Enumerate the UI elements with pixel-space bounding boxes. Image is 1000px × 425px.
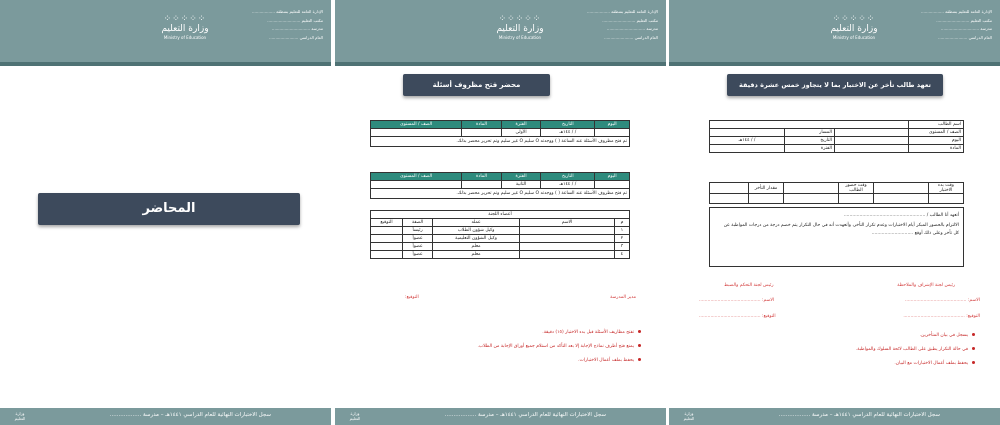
table-row: ٢ وكيل الشؤون التعليمية عضواً: [371, 235, 630, 243]
committee-title-row: أعضاء اللجنة: [371, 211, 630, 219]
table-note-row: تم فتح مظروف الأسئلة عند الساعة ( ) ووجدته O سليم O غير سليم وتم تحرير محضر بذلك.: [371, 137, 630, 147]
pledge-body: الالتزام بالحضور المبكر أيام الاختبارات وعدم تكرار التأخر، وأتعهدت أنه في حال التكرار يتم خصم درجة من درجات المواظبة عن كل تأخر وعلى ذلك أوقع .............................: [723, 223, 959, 236]
table-row: الصف / المستوى المسار: [710, 129, 964, 137]
page-cover-minutes: [0, 0, 331, 425]
page-late-student-pledge: [669, 0, 1000, 425]
ministry-name-en: Ministry of Education: [832, 35, 876, 40]
bullet-icon: [972, 361, 975, 364]
logo-mark-icon: ⁘⁘⁘⁘⁘: [832, 14, 876, 24]
footer-text: سجل الاختبارات النهائية للعام الدراسي ١٤٤١هـ – مدرسة ..................: [444, 412, 606, 418]
header-info: الإدارة العامة للتعليم بمنطقة .................. مكتب التعليم .......................... مدرسة .............................. العام الدراسي .......................: [920, 9, 992, 40]
footer-logo: وزارة التعليم: [14, 411, 26, 421]
sign-field-left: التوقيع: ...........................................: [699, 314, 776, 319]
logo-mark-icon: ⁘⁘⁘⁘⁘: [163, 14, 207, 24]
lateness-time-table: [709, 182, 964, 204]
header-info: الإدارة العامة للتعليم بمنطقة .................. مكتب التعليم .......................... مدرسة .............................. العام الدراسي .......................: [586, 9, 658, 40]
table-header-row: م الاسم عمله الصفة التوقيع: [371, 219, 630, 227]
ministry-name-ar: وزارة التعليم: [496, 24, 544, 34]
footer-text: سجل الاختبارات النهائية للعام الدراسي ١٤٤١هـ – مدرسة ..................: [778, 412, 940, 418]
session-table-1: [370, 120, 630, 147]
ministry-name-ar: وزارة التعليم: [830, 24, 878, 34]
table-row: ٣ معلم عضواً: [371, 243, 630, 251]
list-item: يحفظ بملف أعمال الاختبارات.: [578, 358, 641, 363]
table-header-row: اليوم التاريخ الفترة المادة الصف / المستوى: [371, 173, 630, 181]
table-row: وقت بدء الاختبار وقت حضور الطالب مقدار التأخر: [710, 183, 964, 194]
table-row: ١ وكيل شؤون الطلاب رئيساً: [371, 227, 630, 235]
page-title-banner: محضر فتح مظروف أسئلة: [403, 74, 550, 96]
table-row: [710, 194, 964, 204]
table-header-row: اليوم التاريخ الفترة المادة الصف / المستوى: [371, 121, 630, 129]
footer-text: سجل الاختبارات النهائية للعام الدراسي ١٤٤١هـ – مدرسة ..................: [109, 412, 271, 418]
header-divider: [0, 62, 331, 66]
table-note-row: تم فتح مظروف الأسئلة عند الساعة ( ) ووجدته O سليم O غير سليم وتم تحرير محضر بذلك.: [371, 189, 630, 199]
name-field-right: الاسم: ...........................................: [904, 298, 980, 303]
page-header: [0, 0, 331, 62]
table-row: المادة الفترة: [710, 145, 964, 153]
list-item: يحفظ بملف أعمال الاختبارات مع البيان.: [894, 361, 975, 366]
session-table-2: [370, 172, 630, 199]
logo-mark-icon: ⁘⁘⁘⁘⁘: [498, 14, 542, 24]
bullet-icon: [972, 347, 975, 350]
table-row: اسم الطالب: [710, 121, 964, 129]
page-footer: [669, 408, 1000, 425]
page-footer: [0, 408, 331, 425]
ministry-name-ar: وزارة التعليم: [161, 24, 209, 34]
principal-label: مدير المدرسة: [610, 295, 636, 300]
header-divider: [669, 62, 1000, 66]
bullet-icon: [638, 358, 641, 361]
student-info-table: [709, 120, 964, 153]
control-head-label: رئيس لجنة التحكم والضبط: [724, 283, 774, 288]
footer-logo: وزارة التعليم: [683, 411, 695, 421]
page-envelope-opening: [335, 0, 666, 425]
table-row: / / ١٤٤هـ الأولى: [371, 129, 630, 137]
list-item: تفتح مظاريف الأسئلة قبل بدء الاختبار (١٥) دقيقة.: [542, 330, 641, 335]
cover-banner: المحاضر: [38, 193, 300, 225]
list-item: في حالة التكرار يطبق على الطالب لائحة السلوك والمواظبة.: [856, 347, 975, 352]
bullet-icon: [638, 344, 641, 347]
page-header: [335, 0, 666, 62]
ministry-name-en: Ministry of Education: [498, 35, 542, 40]
pledge-title: أتعهد أنا الطالب / .........................................................: [843, 213, 959, 218]
sign-field-right: التوقيع: ...........................................: [903, 314, 980, 319]
footer-logo: وزارة التعليم: [349, 411, 361, 421]
bullet-icon: [638, 330, 641, 333]
list-item: يمنع فتح أظرف نماذج الإجابة إلا بعد التأكد من استلام جميع أوراق الإجابة من الطلاب.: [477, 344, 641, 349]
page-title-banner: تعهد طالب تأخر عن الاختبار بما لا يتجاوز خمس عشرة دقيقة: [727, 74, 943, 96]
header-info: الإدارة العامة للتعليم بمنطقة .................. مكتب التعليم .......................... مدرسة .............................. العام الدراسي .......................: [251, 9, 323, 40]
page-header: [669, 0, 1000, 62]
name-field-left: الاسم: ...........................................: [699, 298, 775, 303]
bullet-icon: [972, 333, 975, 336]
table-row: اليوم التاريخ / / ١٤٤هـ: [710, 137, 964, 145]
table-row: / / ١٤٤هـ الثانية: [371, 181, 630, 189]
supervision-head-label: رئيس لجنة الإشراف والملاحظة: [897, 283, 955, 288]
pledge-box: [709, 207, 964, 267]
committee-table: [370, 210, 630, 259]
signature-label: التوقيع:: [405, 295, 419, 300]
header-divider: [335, 62, 666, 66]
table-row: ٤ معلم عضواً: [371, 251, 630, 259]
list-item: يسجل في بيان المتأخرين.: [920, 333, 975, 338]
page-footer: [335, 408, 666, 425]
ministry-name-en: Ministry of Education: [163, 35, 207, 40]
